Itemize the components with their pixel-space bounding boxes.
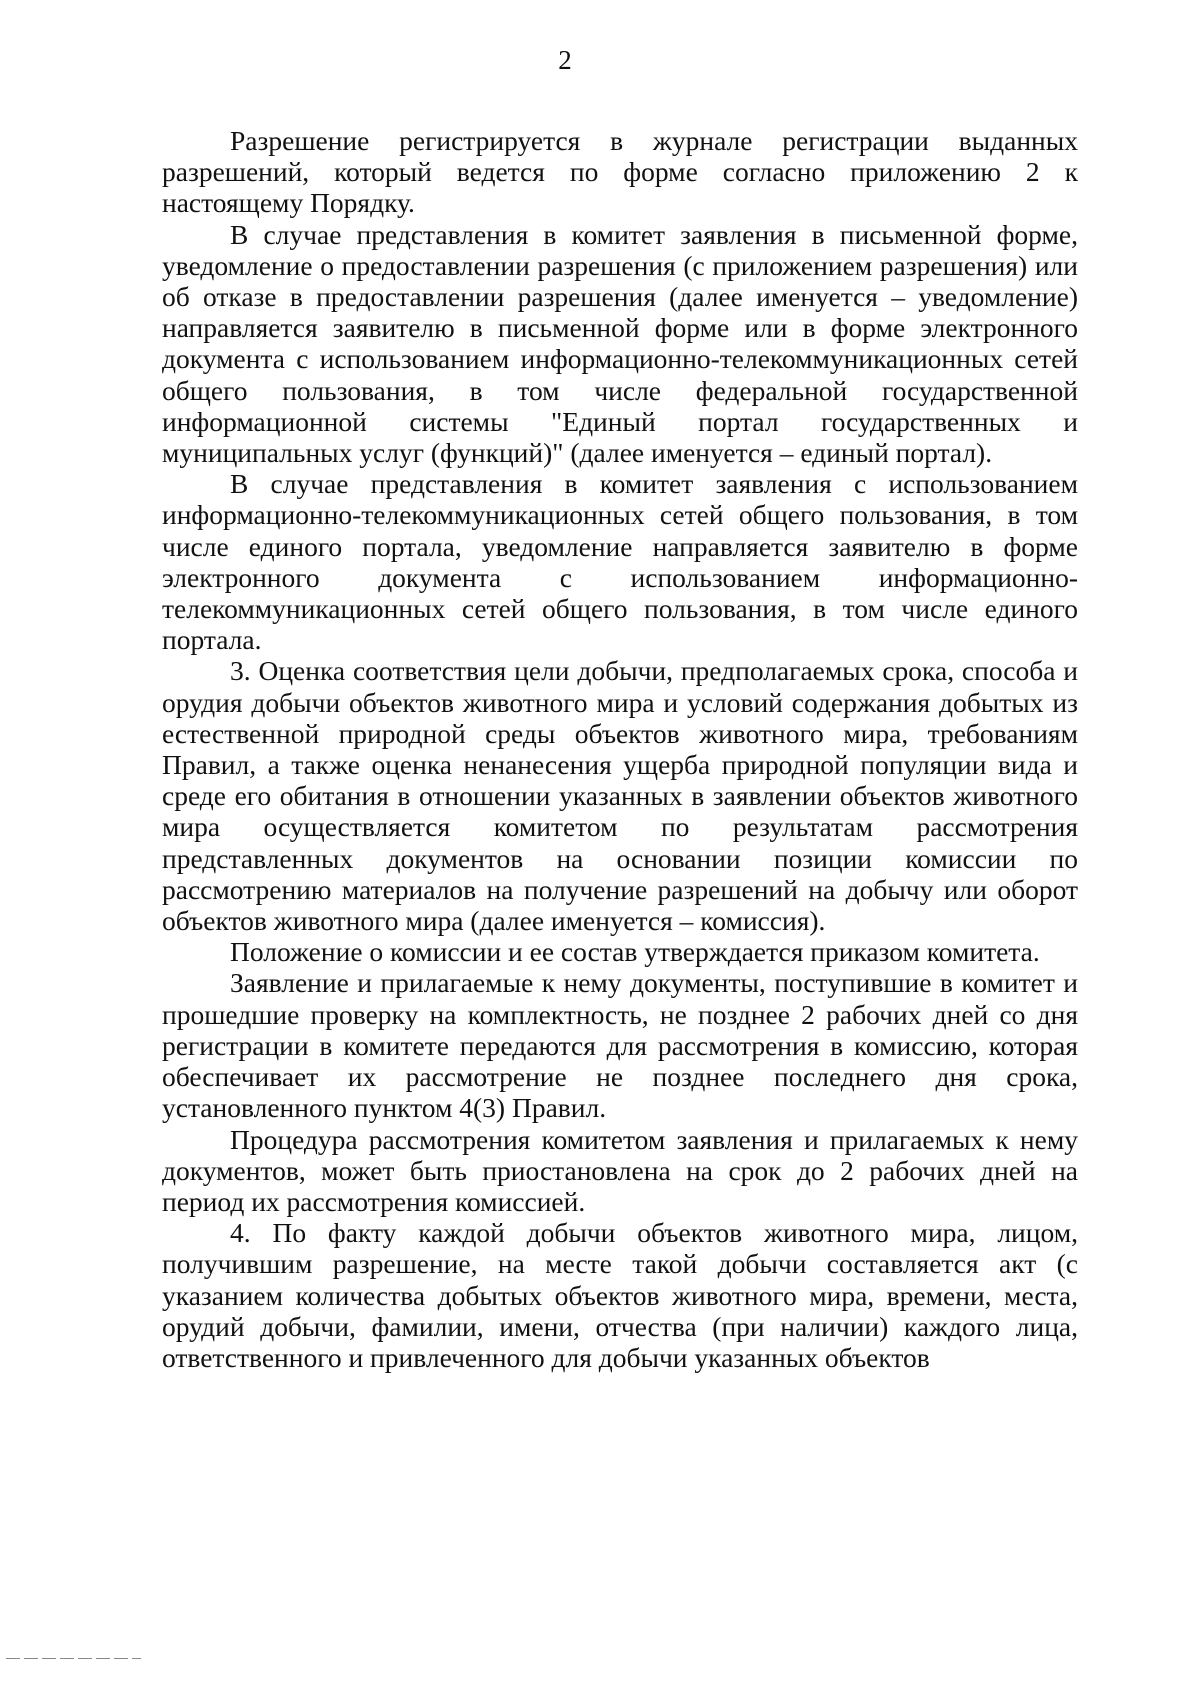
page-number: 2 (558, 45, 572, 75)
paragraph-commission-regulation: Положение о комиссии и ее состав утверждается приказом комитета. (230, 936, 1040, 968)
paragraph-electronic-application-notice: В случае представления в комитет заявления с использованием информационно-телекоммуникационных сетей общего пользования, в том числе единого портала, уведомление направляется заявителю в форме электронного документа с использованием информационно-телекоммуникационных сетей общего пользования, в том числе единого портала. (162, 468, 1078, 656)
paragraph-written-application-notice: В случае представления в комитет заявления в письменной форме, уведомление о предоставлении разрешения (с приложением разрешения) или об отказе в предоставлении разрешения (далее именуется – уведомление) направляется заявителю в письменной форме или в форме электронного документа с использованием информационно-телекоммуникационных сетей общего пользования, в том числе федеральной государственной информационной системы "Единый портал государственных и муниципальных услуг (функций)" (далее именуется – единый портал). (162, 218, 1078, 469)
paragraph-registration-journal: Разрешение регистрируется в журнале регистрации выданных разрешений, который ведется по форме согласно приложению 2 к настоящему Порядку. (162, 125, 1078, 219)
document-body (162, 125, 1078, 1373)
paragraph-procedure-suspension: Процедура рассмотрения комитетом заявления и прилагаемых к нему документов, может быть приостановлена на срок до 2 рабочих дней на период их рассмотрения комиссией. (162, 1123, 1078, 1217)
paragraph-item-4-act: 4. По факту каждой добычи объектов животного мира, лицом, получившим разрешение, на месте такой добычи составляется акт (с указанием количества добытых объектов животного мира, времени, места, орудий добычи, фамилии, имени, отчества (при наличии) каждого лица, ответственного и привлеченного для добычи указанных объектов (162, 1217, 1078, 1373)
paragraph-item-3-assessment: 3. Оценка соответствия цели добычи, предполагаемых срока, способа и орудия добычи объектов животного мира и условий содержания добытых из естественной природной среды объектов животного мира, требованиям Правил, а также оценка ненанесения ущерба природной популяции вида и среде его обитания в отношении указанных в заявлении объектов животного мира осуществляется комитетом по результатам рассмотрения представленных документов на основании позиции комиссии по рассмотрению материалов на получение разрешений на добычу или оборот объектов животного мира (далее именуется – комиссия). (162, 655, 1078, 937)
scan-edge-mark (6, 1658, 141, 1659)
paragraph-documents-transfer: Заявление и прилагаемые к нему документы, поступившие в комитет и прошедшие проверку на комплектность, не позднее 2 рабочих дней со дня регистрации в комитете передаются для рассмотрения в комиссию, которая обеспечивает их рассмотрение не позднее последнего дня срока, установленного пунктом 4(3) Правил. (162, 967, 1078, 1124)
